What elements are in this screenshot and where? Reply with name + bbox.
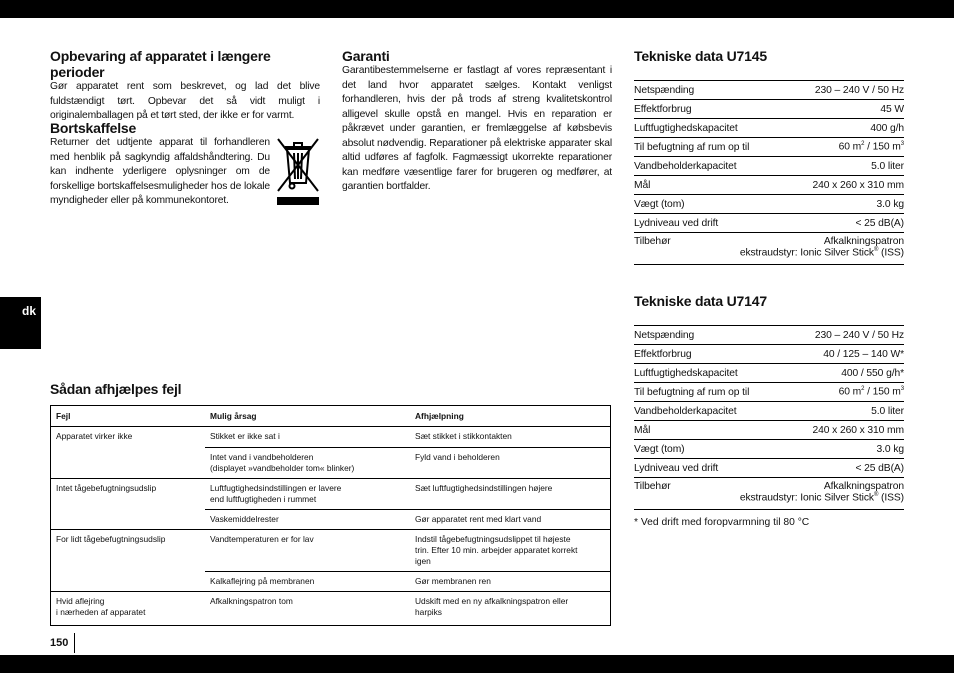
- spec-value: 230 – 240 V / 50 Hz: [814, 329, 904, 341]
- spec-row: [634, 176, 904, 195]
- spec-row: [634, 440, 904, 459]
- disposal-text: Returner det udtjente apparat til forhandleren med henblik på sagkyndig affaldshåndtering. Du kan indhente yderligere oplysninger om de forskellige bortskaffelsesmuligheder hos de lokale myndigheder eller på kommunekontoret.: [50, 137, 270, 206]
- spec-row: [634, 325, 904, 345]
- spec-label: Vandbeholderkapacitet: [634, 160, 737, 172]
- spec-value: 60 $m^2 / 150$ $m^3$: [838, 386, 904, 398]
- spec2-footnote: * Ved drift med foropvarmning til 80 °C: [634, 517, 810, 528]
- top-bar: [0, 0, 954, 18]
- spec-row: [634, 364, 904, 383]
- spec-value: 3.0 kg: [876, 198, 904, 210]
- spec-label: Tilbehør: [634, 481, 671, 492]
- fault-group: [51, 591, 610, 625]
- fault-table: [50, 405, 611, 626]
- spec-value: 240 x 260 x 310 mm: [812, 424, 904, 436]
- header-remedy: Afhjælpning: [415, 410, 464, 421]
- spec-row: [634, 402, 904, 421]
- fault-label: For lidt tågebefugtningsudslip: [56, 534, 166, 544]
- spec-row: [634, 478, 904, 510]
- spec1-title: Tekniske data U7145: [634, 48, 767, 64]
- header-fault: Fejl: [56, 410, 71, 421]
- header-cause: Mulig årsag: [210, 410, 257, 421]
- spec-label: Lydniveau ved drift: [634, 462, 719, 474]
- spec-row: [634, 383, 904, 402]
- spec-value: 400 g/h: [870, 122, 904, 134]
- table-row: Vaskemiddelrester Gør apparatet rent med klart vand: [205, 509, 610, 529]
- spec-value: 230 – 240 V / 50 Hz: [814, 84, 904, 96]
- spec-label: Vægt (tom): [634, 198, 685, 210]
- spec-value: 5.0 liter: [871, 160, 904, 172]
- table-row: Stikket er ikke sat i Sæt stikket i stikkontakten: [210, 431, 512, 441]
- spec-label: Effektforbrug: [634, 103, 692, 115]
- spec-label: Vandbeholderkapacitet: [634, 405, 737, 417]
- spec-value: < 25 dB(A): [855, 217, 904, 229]
- spec-row: [634, 157, 904, 176]
- fault-group: [51, 529, 610, 591]
- disposal-section: [50, 120, 270, 209]
- storage-text: Gør apparatet rent som beskrevet, og lad det blive fuldstændigt tørt. Opbevar det så vidt muligt i originalemballagen på et tørt sted, der ikke er for varmt.: [50, 81, 320, 121]
- spec-value: 3.0 kg: [876, 443, 904, 455]
- spec-row: [634, 195, 904, 214]
- spec-value: 60 $m^2 / 150$ $m^3$: [838, 141, 904, 153]
- spec-value: 45 W: [880, 103, 904, 115]
- table-row: Vandtemperaturen er for lav Indstil tågebefugtningsudslippet til højeste trin. Efter 10 min. arbejder apparatet korrekt igen: [210, 534, 578, 566]
- fault-table-header: [51, 406, 610, 426]
- spec-row: [634, 459, 904, 478]
- spec1-table: [634, 80, 904, 265]
- spec-label: Vægt (tom): [634, 443, 685, 455]
- storage-title: Opbevaring af apparatet i længere perioder: [50, 48, 271, 80]
- faults-title: Sådan afhjælpes fejl: [50, 381, 182, 397]
- spec-value: Afkalkningspatron ekstraudstyr: Ionic Silver Stick® (ISS): [739, 481, 904, 504]
- storage-section: [50, 48, 320, 124]
- spec-value: 240 x 260 x 310 mm: [812, 179, 904, 191]
- language-tab-label: dk: [22, 304, 37, 318]
- spec-value: Afkalkningspatron ekstraudstyr: Ionic Silver Stick® (ISS): [739, 236, 904, 259]
- warranty-text: Garantibestemmelserne er fastlagt af vores repræsentant i det land hvor apparatet sælges. Kontakt venligst forhandleren, hvis der på trods af streng kvalitetskontrol alligevel skulle opstå en mangel. Hvis en reparation er påkrævet under garantien, er fremlæggelse af købsbevis absolut nødvendig. Reparationer på elektriske apparater skal altid udføres af fagfolk. Fagmæssigt ukorrekte reparationer kan medføre væsentlige farer for brugeren og medfører, at garantien bortfalder.: [342, 65, 612, 192]
- spec2-table: [634, 325, 904, 510]
- fault-group: [51, 426, 610, 478]
- warranty-title: Garanti: [342, 48, 390, 64]
- table-row: Intet vand i vandbeholderen (displayet »vandbeholder tom« blinker) Fyld vand i beholderen: [205, 447, 610, 478]
- spec-value: 40 / 125 – 140 W*: [823, 348, 904, 360]
- warranty-section: [342, 48, 612, 195]
- table-row: Luftfugtighedsindstillingen er lavere end luftfugtigheden i rummet Sæt luftfugtighedsindstillingen højere: [210, 483, 553, 504]
- spec-row: [634, 100, 904, 119]
- spec-row: [634, 80, 904, 100]
- spec-row: [634, 214, 904, 233]
- fault-group: [51, 478, 610, 529]
- crossed-out-bin-icon: [275, 135, 321, 207]
- spec-label: Effektforbrug: [634, 348, 692, 360]
- spec-label: Netspænding: [634, 329, 695, 341]
- fault-label: Intet tågebefugtningsudslip: [56, 483, 157, 493]
- table-row: Afkalkningspatron tom Udskift med en ny afkalkningspatron eller harpiks: [210, 596, 569, 617]
- spec-value: < 25 dB(A): [855, 462, 904, 474]
- language-tab: [0, 297, 41, 349]
- spec-row: [634, 119, 904, 138]
- bottom-bar: [0, 655, 954, 673]
- spec-label: Lydniveau ved drift: [634, 217, 719, 229]
- spec-value: 5.0 liter: [871, 405, 904, 417]
- spec-label: Luftfugtighedskapacitet: [634, 122, 738, 134]
- page-number: 150: [50, 633, 75, 653]
- spec-label: Netspænding: [634, 84, 695, 96]
- disposal-title: Bortskaffelse: [50, 120, 137, 136]
- spec-label: Tilbehør: [634, 236, 671, 247]
- spec-row: [634, 345, 904, 364]
- spec-label: Mål: [634, 424, 651, 436]
- spec-label: Til befugtning af rum op til: [634, 141, 750, 153]
- fault-label: Apparatet virker ikke: [56, 431, 133, 441]
- spec2-title: Tekniske data U7147: [634, 293, 767, 309]
- spec-row: [634, 421, 904, 440]
- fault-label: Hvid aflejring i nærheden af apparatet: [56, 596, 146, 617]
- spec-value: 400 / 550 g/h*: [841, 367, 904, 379]
- spec-label: Mål: [634, 179, 651, 191]
- spec-row: [634, 138, 904, 157]
- spec-row: [634, 233, 904, 265]
- spec-label: Luftfugtighedskapacitet: [634, 367, 738, 379]
- table-row: Kalkaflejring på membranen Gør membranen ren: [205, 571, 610, 591]
- spec-label: Til befugtning af rum op til: [634, 386, 750, 398]
